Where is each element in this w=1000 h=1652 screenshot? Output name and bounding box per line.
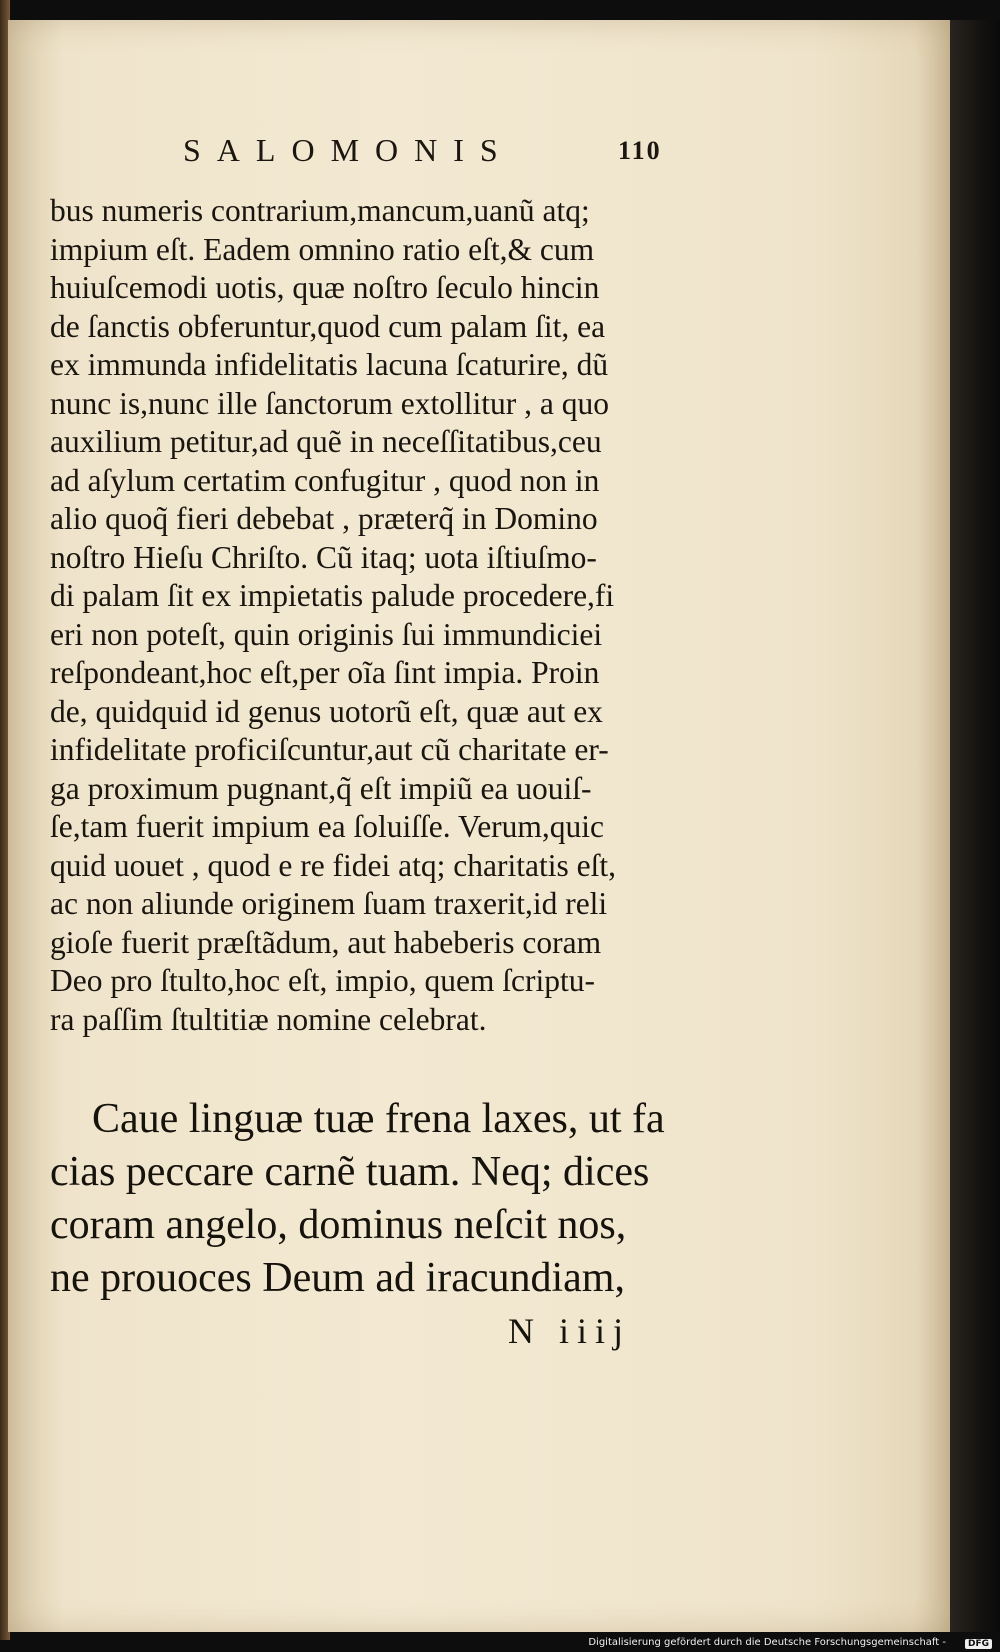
verse-line: coram angelo, dominus neſcit nos,: [50, 1202, 627, 1248]
dfg-logo: DFG: [965, 1639, 992, 1649]
text-line: impium eſt. Eadem omnino ratio eſt,& cum: [50, 231, 595, 267]
text-line: bus numeris contrarium,mancum,uanũ atq;: [50, 193, 590, 228]
text-line: alio quoq̃ fieri debebat , præterq̃ in Domino: [50, 501, 598, 536]
signature-mark: N iiij: [508, 1311, 632, 1351]
text-line: di palam ſit ex impietatis palude procedere,fi: [50, 578, 615, 613]
folio-number: 110: [618, 136, 662, 165]
text-line: auxilium petitur,ad quẽ in neceſſitatibus,ceu: [50, 424, 602, 459]
verse-line: cias peccare carnẽ tuam. Neq; dices: [50, 1149, 650, 1195]
commentary-text: [50, 192, 710, 1039]
scripture-verse: [50, 1093, 710, 1305]
text-line: ſe,tam fuerit impium ea ſoluiſſe. Verum,quic: [50, 809, 605, 844]
text-line: eri non poteſt, quin originis ſui immundiciei: [50, 616, 603, 652]
page-header: [8, 132, 952, 172]
verse-line: Caue linguæ tuæ frena laxes, ut fa: [92, 1096, 665, 1142]
text-line: ex immunda infidelitatis lacuna ſcaturire, dũ: [50, 347, 609, 382]
text-line: reſpondeant,hoc eſt,per oĩa ſint impia. Proin: [50, 655, 600, 690]
text-line: gioſe fuerit præſtãdum, aut habeberis coram: [50, 924, 602, 960]
running-title: SALOMONIS: [183, 132, 514, 168]
text-line: quid uouet , quod e re fidei atq; charitatis eſt,: [50, 847, 616, 883]
text-line: ga proximum pugnant,q̃ eſt impiũ ea uouiſ-: [50, 770, 592, 806]
digitization-credit: Digitalisierung gefördert durch die Deutsche Forschungsgemeinschaft -: [588, 1637, 946, 1648]
text-line: ac non aliunde originem ſuam traxerit,id reli: [50, 886, 608, 921]
text-line: noſtro Hieſu Chriſto. Cũ itaq; uota iſtiuſmo-: [50, 539, 597, 575]
text-line: de, quidquid id genus uotorũ eſt, quæ aut ex: [50, 693, 603, 729]
text-line: huiuſcemodi uotis, quæ noſtro ſeculo hincin: [50, 270, 600, 305]
book-edge-right: [950, 20, 1000, 1632]
book-page: [8, 20, 952, 1632]
text-line: Deo pro ſtulto,hoc eſt, impio, quem ſcriptu-: [50, 963, 596, 998]
text-line: infidelitate proficiſcuntur,aut cũ charitate er-: [50, 732, 609, 767]
text-line: ad aſylum certatim confugitur , quod non in: [50, 462, 600, 498]
text-line: de ſanctis obferuntur,quod cum palam ſit, ea: [50, 308, 606, 344]
text-line: nunc is,nunc ille ſanctorum extollitur , a quo: [50, 385, 610, 421]
verse-line: ne prouoces Deum ad iracundiam,: [50, 1255, 625, 1301]
text-line: ra paſſim ſtultitiæ nomine celebrat.: [50, 1001, 487, 1037]
